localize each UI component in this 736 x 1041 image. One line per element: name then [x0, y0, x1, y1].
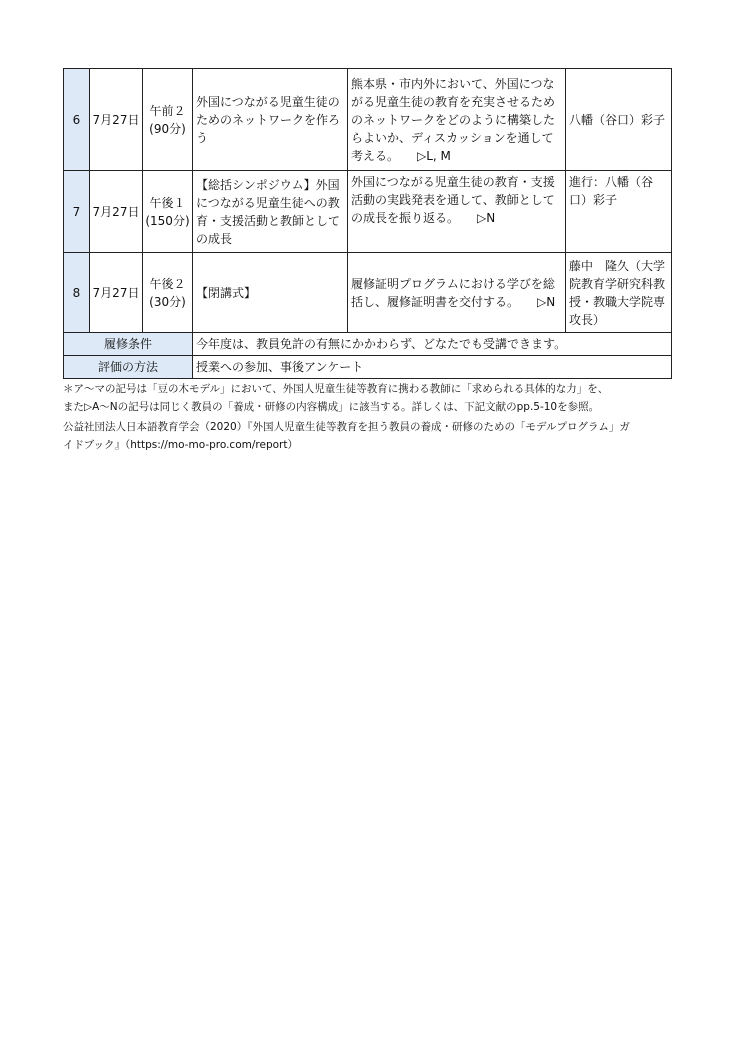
time-period: 午後１: [149, 195, 186, 210]
time-duration: (90分): [149, 121, 186, 136]
session-lecturer: 八幡（谷口）彩子: [566, 69, 672, 171]
reference-line: 公益社団法人日本語教育学会（2020）『外国人児童生徒等教育を担う教員の養成・研修のための「モデルプログラム」ガ: [63, 421, 630, 433]
evaluation-value: 授業への参加、事後アンケート: [193, 356, 672, 379]
session-content: 外国につながる児童生徒の教育・支援活動の実践発表を通して、教師としての成長を振り返る。 ▷N: [348, 171, 566, 253]
session-title: 【総括シンポジウム】外国につながる児童生徒への教育・支援活動と教師としての成長: [193, 171, 348, 253]
session-title: 【閉講式】: [193, 253, 348, 333]
session-lecturer: 進行：八幡（谷口）彩子: [566, 171, 672, 253]
conditions-label: 履修条件: [64, 333, 193, 356]
session-time: [143, 171, 193, 253]
conditions-row: [64, 333, 672, 356]
session-lecturer: 藤中 隆久（大学院教育学研究科教授・教職大学院専攻長）: [566, 253, 672, 333]
conditions-value: 今年度は、教員免許の有無にかかわらず、どなたでも受講できます。: [193, 333, 672, 356]
session-number: 7: [64, 171, 90, 253]
schedule-table: [63, 68, 672, 379]
session-time: [143, 253, 193, 333]
footnote-line: また▷A～Nの記号は同じく教員の「養成・研修の内容構成」に該当する。詳しくは、下記文献のpp.5-10を参照。: [63, 401, 600, 413]
session-date: 7月27日: [90, 69, 143, 171]
time-period: 午前２: [149, 103, 186, 118]
table-row: [64, 253, 672, 333]
session-time: [143, 69, 193, 171]
session-content: 履修証明プログラムにおける学びを総括し、履修証明書を交付する。 ▷N: [348, 253, 566, 333]
time-period: 午後２: [149, 276, 186, 291]
session-number: 6: [64, 69, 90, 171]
table-row: [64, 171, 672, 253]
session-content: 熊本県・市内外において、外国につながる児童生徒の教育を充実させるためのネットワークをどのように構築したらよいか、ディスカッションを通して考える。 ▷L, M: [348, 69, 566, 171]
evaluation-row: [64, 356, 672, 379]
footnotes: [63, 380, 683, 454]
time-duration: (30分): [149, 294, 186, 309]
session-date: 7月27日: [90, 171, 143, 253]
evaluation-label: 評価の方法: [64, 356, 193, 379]
table-row: [64, 69, 672, 171]
session-number: 8: [64, 253, 90, 333]
time-duration: (150分): [145, 213, 190, 228]
footnote-line: ＊ア～マの記号は「豆の木モデル」において、外国人児童生徒等教育に携わる教師に「求められる具体的な力」を、: [63, 383, 609, 395]
session-date: 7月27日: [90, 253, 143, 333]
reference-line: イドブック』（https://mo-mo-pro.com/report）: [63, 439, 298, 451]
session-title: 外国につながる児童生徒のためのネットワークを作ろう: [193, 69, 348, 171]
